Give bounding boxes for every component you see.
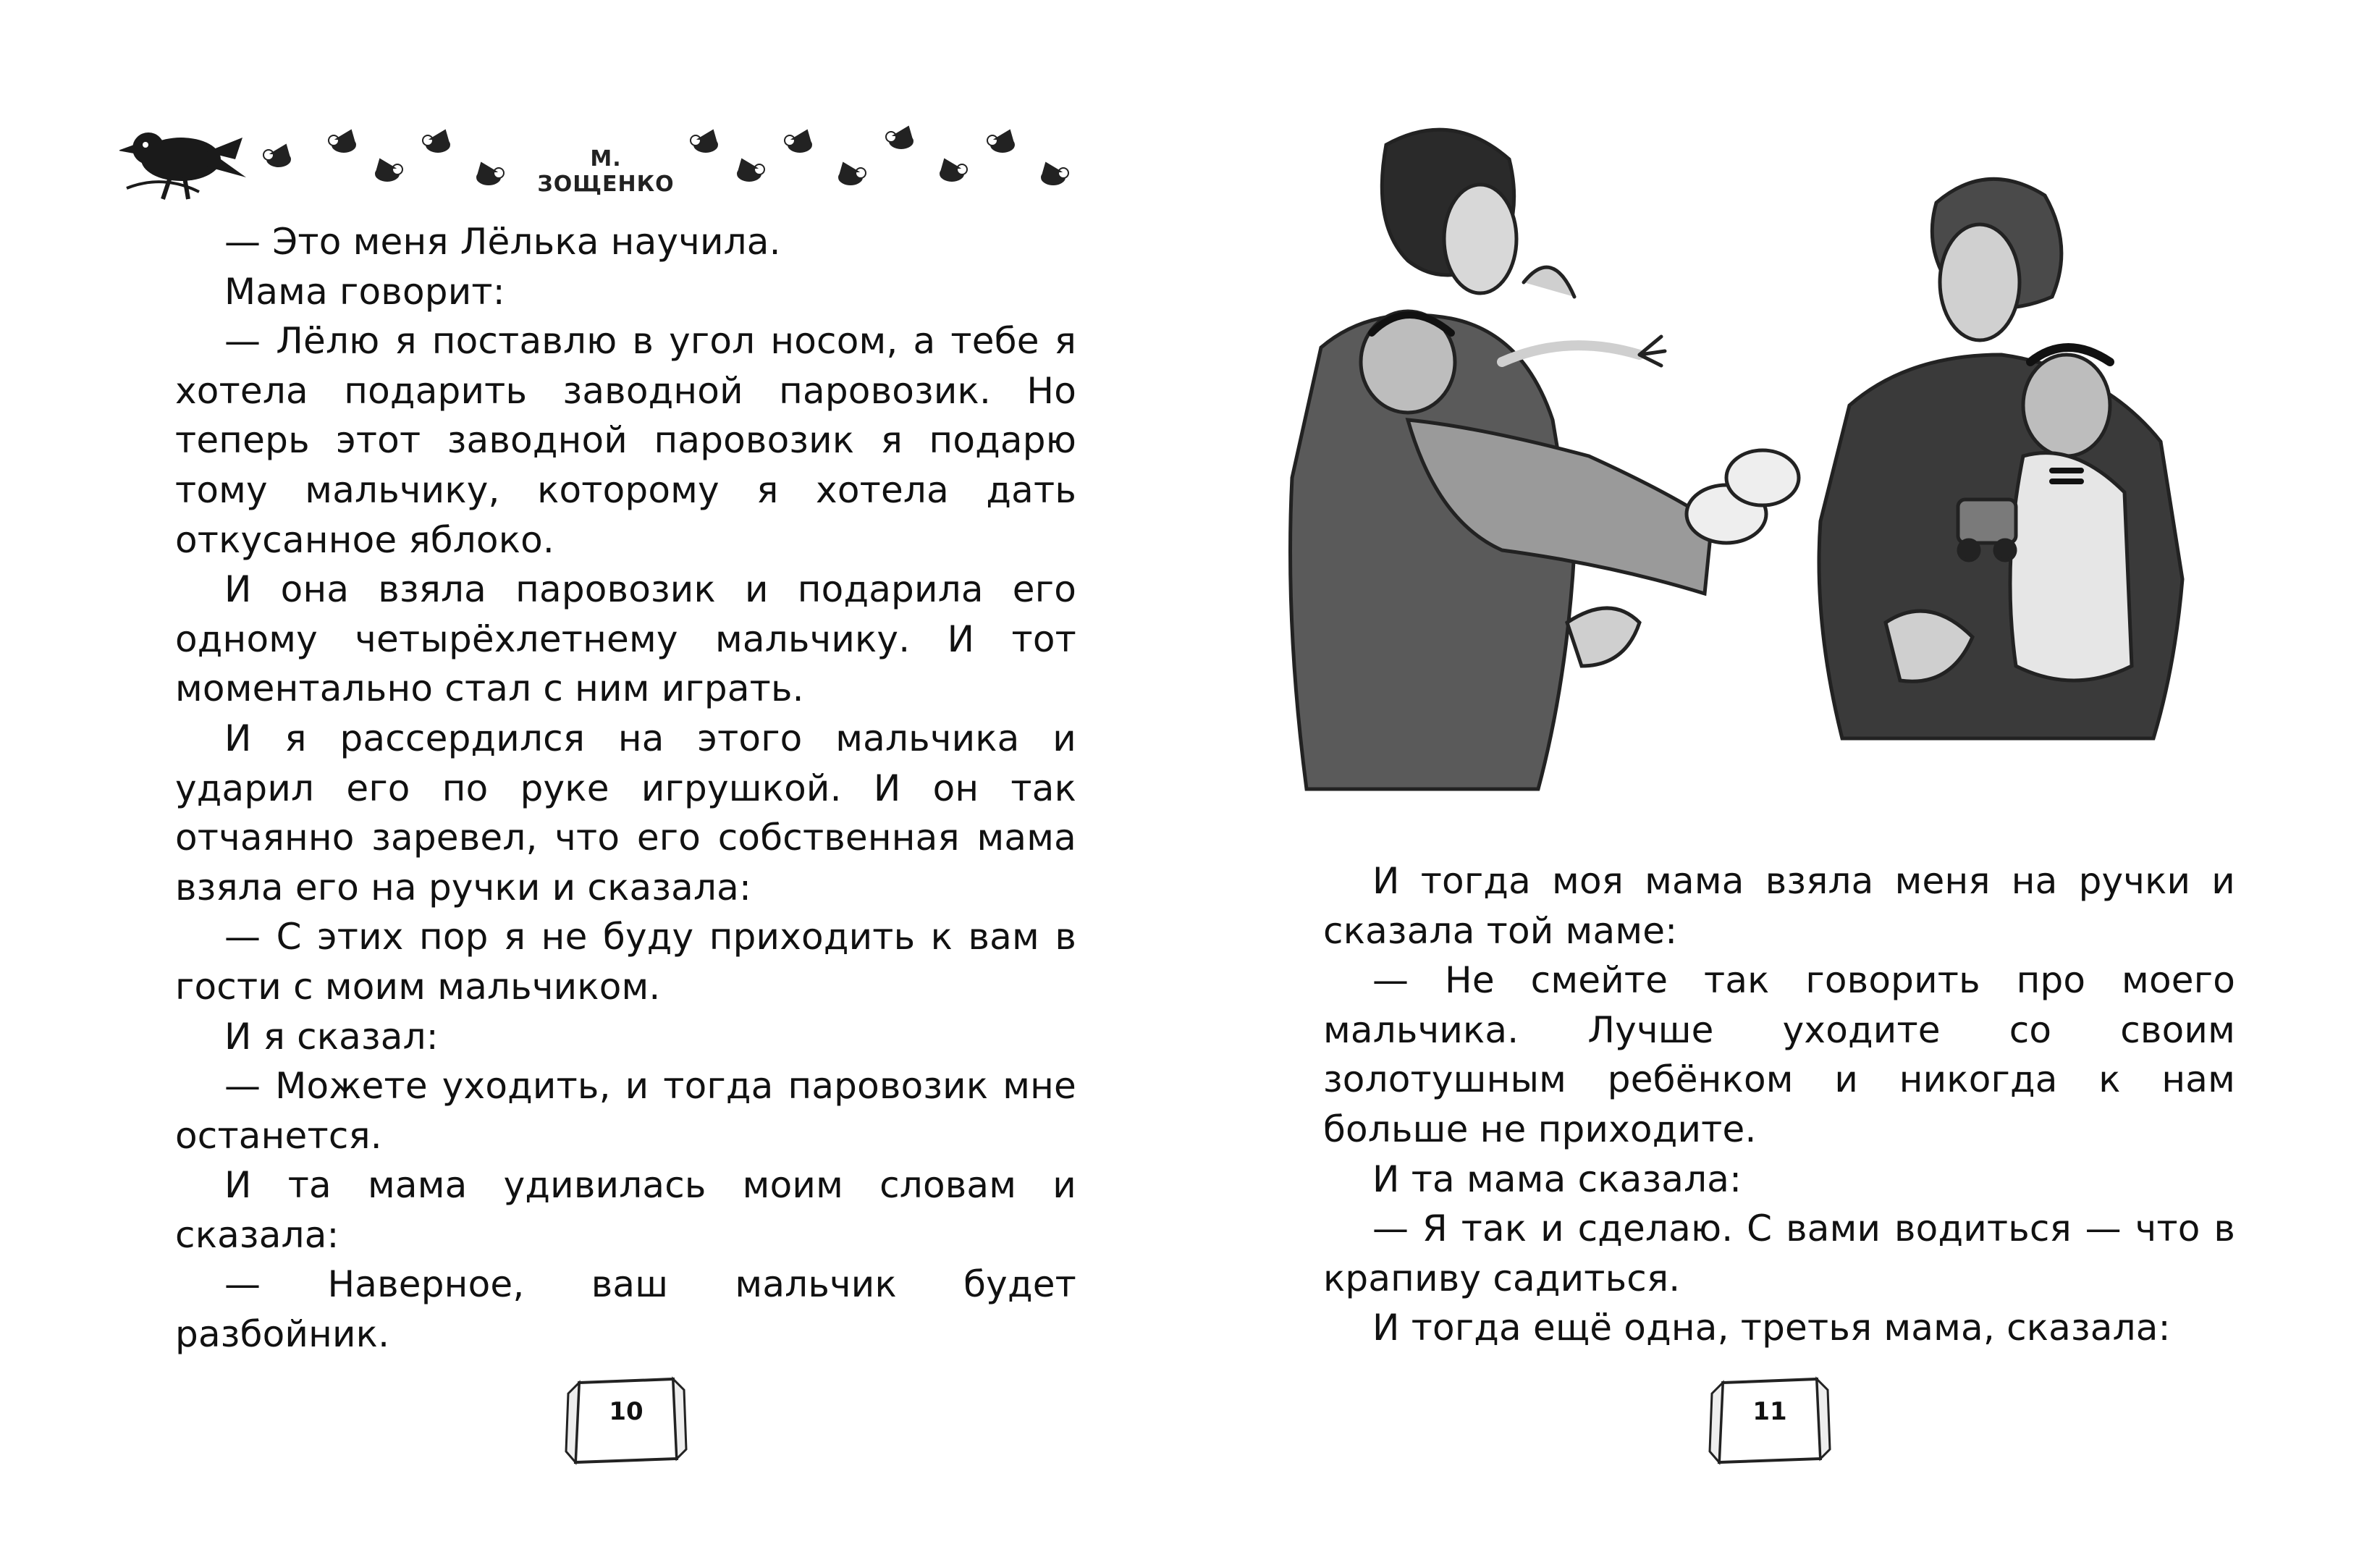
paragraph: Мама говорит: (224, 270, 505, 313)
paragraph: И та мама удивилась моим словам и сказала: (175, 1164, 1076, 1256)
page-number-left (565, 1368, 688, 1470)
paragraph: И тогда моя мама взяла меня на ручки и сказала той маме: (1323, 860, 2235, 952)
paragraph: И она взяла паровозик и подарила его одному четырёхлетнему мальчику. И тот моментально стал с ним играть. (175, 568, 1076, 710)
paragraph: — Это меня Лёлька научила. (224, 221, 781, 263)
left-page-text (175, 217, 1076, 1360)
paragraph: И я рассердился на этого мальчика и ударил его по руке игрушкой. И он так отчаянно заревел, что его собственная мама взяла его на ручки и сказала: (175, 717, 1076, 909)
paragraph: — Лёлю я поставлю в угол носом, а тебе я хотела подарить заводной паровозик. Но теперь этот заводной паровозик я подарю тому мальчику, которому я хотела дать откусанное яблоко. (175, 320, 1076, 561)
paragraph: — Можете уходить, и тогда паровозик мне останется. (175, 1065, 1076, 1157)
paragraph: — Я так и сделаю. С вами водиться — что в крапиву садиться. (1323, 1207, 2235, 1299)
paragraph: И тогда ещё одна, третья мама, сказала: (1372, 1307, 2171, 1349)
page-number: 11 (1752, 1397, 1787, 1426)
paragraph: — Наверное, ваш мальчик будет разбойник. (175, 1263, 1076, 1356)
paragraph: — С этих пор я не буду приходить к вам в гости с моим мальчиком. (175, 916, 1076, 1008)
paragraph: И та мама сказала: (1372, 1158, 1742, 1200)
right-page-text (1323, 856, 2235, 1353)
two-mothers-with-children-illustration (1263, 116, 2197, 825)
header-ornament (119, 109, 1089, 217)
paragraph: — Не смейте так говорить про моего мальчика. Лучше уходите со своим золотушным ребёнком и никогда к нам больше не приходите. (1323, 959, 2235, 1150)
running-head: М. ЗОЩЕНКО (537, 146, 675, 197)
page-number-right (1708, 1368, 1831, 1470)
page-number: 10 (609, 1397, 643, 1426)
paragraph: И я сказал: (224, 1015, 439, 1058)
